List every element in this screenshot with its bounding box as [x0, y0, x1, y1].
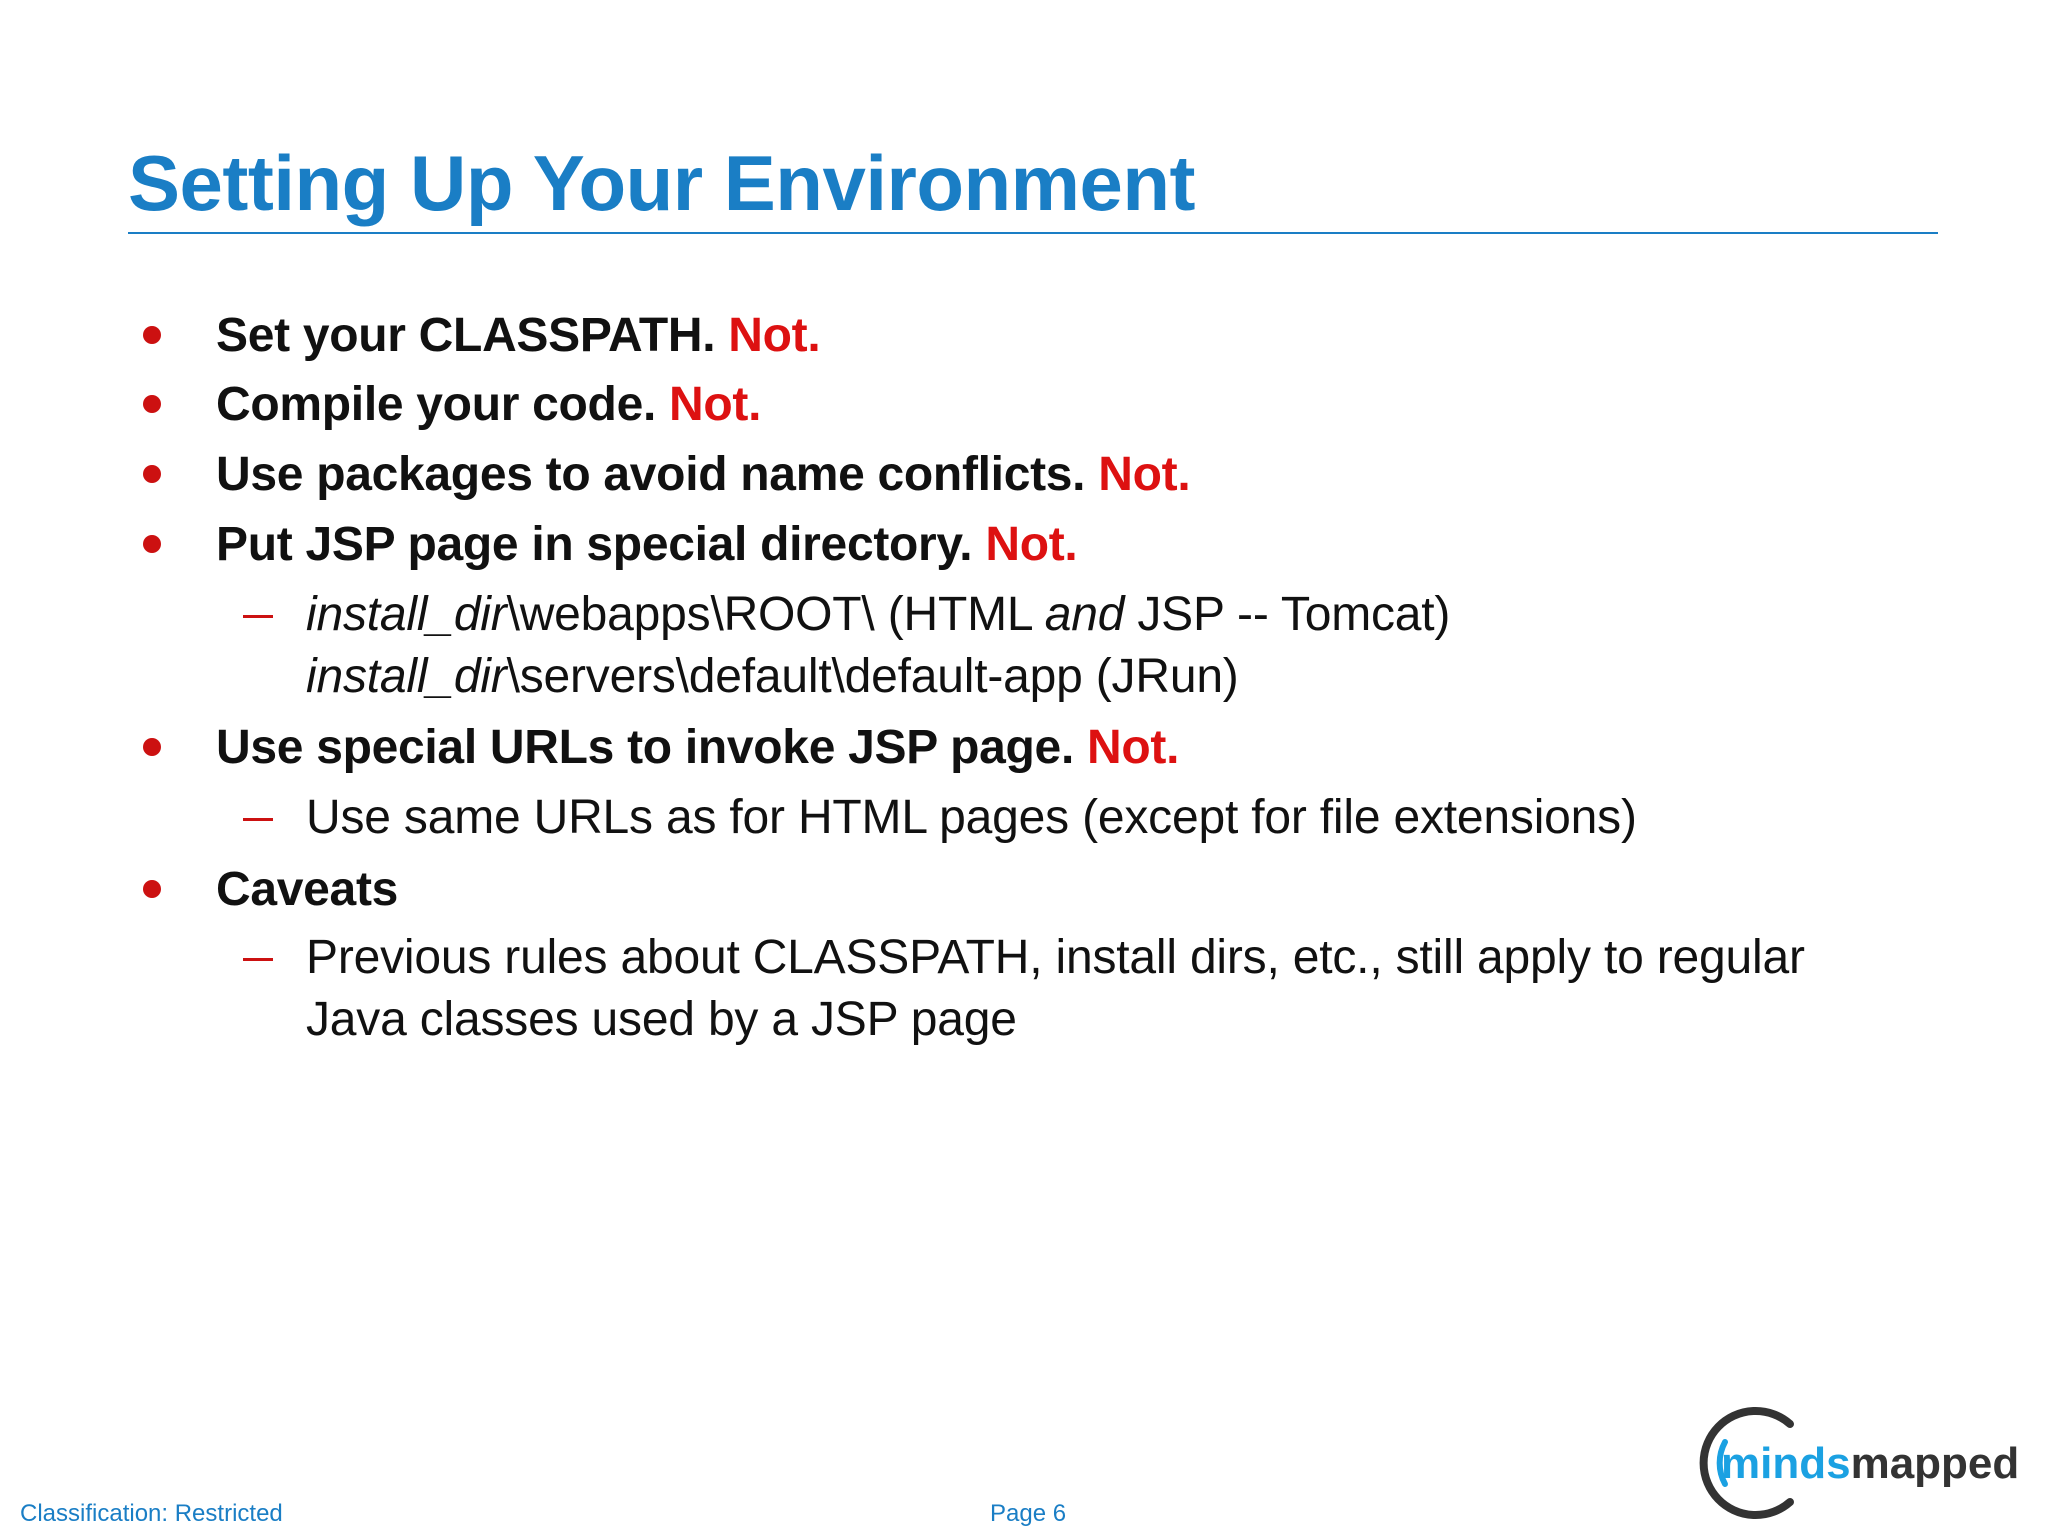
not-label: Not.: [1087, 721, 1180, 774]
bullet-icon: [143, 738, 161, 756]
bullet-text: Compile your code.: [216, 378, 670, 431]
sub-item-caveat-line2: Java classes used by a JSP page: [306, 993, 1017, 1046]
bullet-icon: [143, 395, 161, 413]
bullet-icon: [143, 535, 161, 553]
sub-item-tomcat-path: [306, 587, 1450, 642]
bullet-text: Put JSP page in special directory.: [216, 518, 986, 571]
logo-text-mapped: mapped: [1850, 1439, 2020, 1488]
not-label: Not.: [985, 518, 1078, 571]
bullet-item-urls: [216, 720, 1179, 775]
logo-text-minds: minds: [1721, 1439, 1851, 1488]
svg-text:mindsmapped: [1721, 1439, 2019, 1488]
path-text: \servers\default\default-app (JRun): [506, 650, 1239, 703]
bullet-item-classpath: [216, 308, 820, 363]
dash-icon: [243, 958, 273, 961]
bullet-icon: [143, 326, 161, 344]
slide-title: Setting Up Your Environment: [128, 139, 1195, 227]
path-text: \webapps\ROOT\ (HTML: [506, 588, 1045, 641]
dash-icon: [243, 818, 273, 821]
bullet-text: Set your CLASSPATH.: [216, 309, 729, 362]
bullet-item-compile: [216, 377, 761, 432]
sub-item-caveat-line1: Previous rules about CLASSPATH, install dirs, etc., still apply to regular: [306, 931, 1805, 984]
title-underline: [128, 232, 1938, 234]
dash-icon: [243, 615, 273, 618]
not-label: Not.: [1098, 448, 1191, 501]
install-dir-text: install_dir: [306, 588, 507, 641]
page-number: Page 6: [990, 1500, 1067, 1527]
bullet-item-caveats: [216, 862, 398, 917]
bullet-text: Caveats: [216, 863, 399, 916]
path-rest-text: JSP -- Tomcat): [1124, 588, 1451, 641]
not-label: Not.: [728, 309, 821, 362]
sub-item-same-urls: Use same URLs as for HTML pages (except for file extensions): [306, 791, 1637, 844]
classification-label: Classification: Restricted: [20, 1500, 283, 1527]
sub-item-jrun-path: [306, 649, 1239, 704]
mindsmapped-logo: [1695, 1402, 2035, 1522]
bullet-text: Use special URLs to invoke JSP page.: [216, 721, 1088, 774]
and-text: and: [1044, 588, 1125, 641]
bullet-icon: [143, 465, 161, 483]
bullet-icon: [143, 880, 161, 898]
install-dir-text: install_dir: [306, 650, 507, 703]
bullet-text: Use packages to avoid name conflicts.: [216, 448, 1099, 501]
not-label: Not.: [669, 378, 762, 431]
bullet-item-directory: [216, 517, 1077, 572]
bullet-item-packages: [216, 447, 1190, 502]
